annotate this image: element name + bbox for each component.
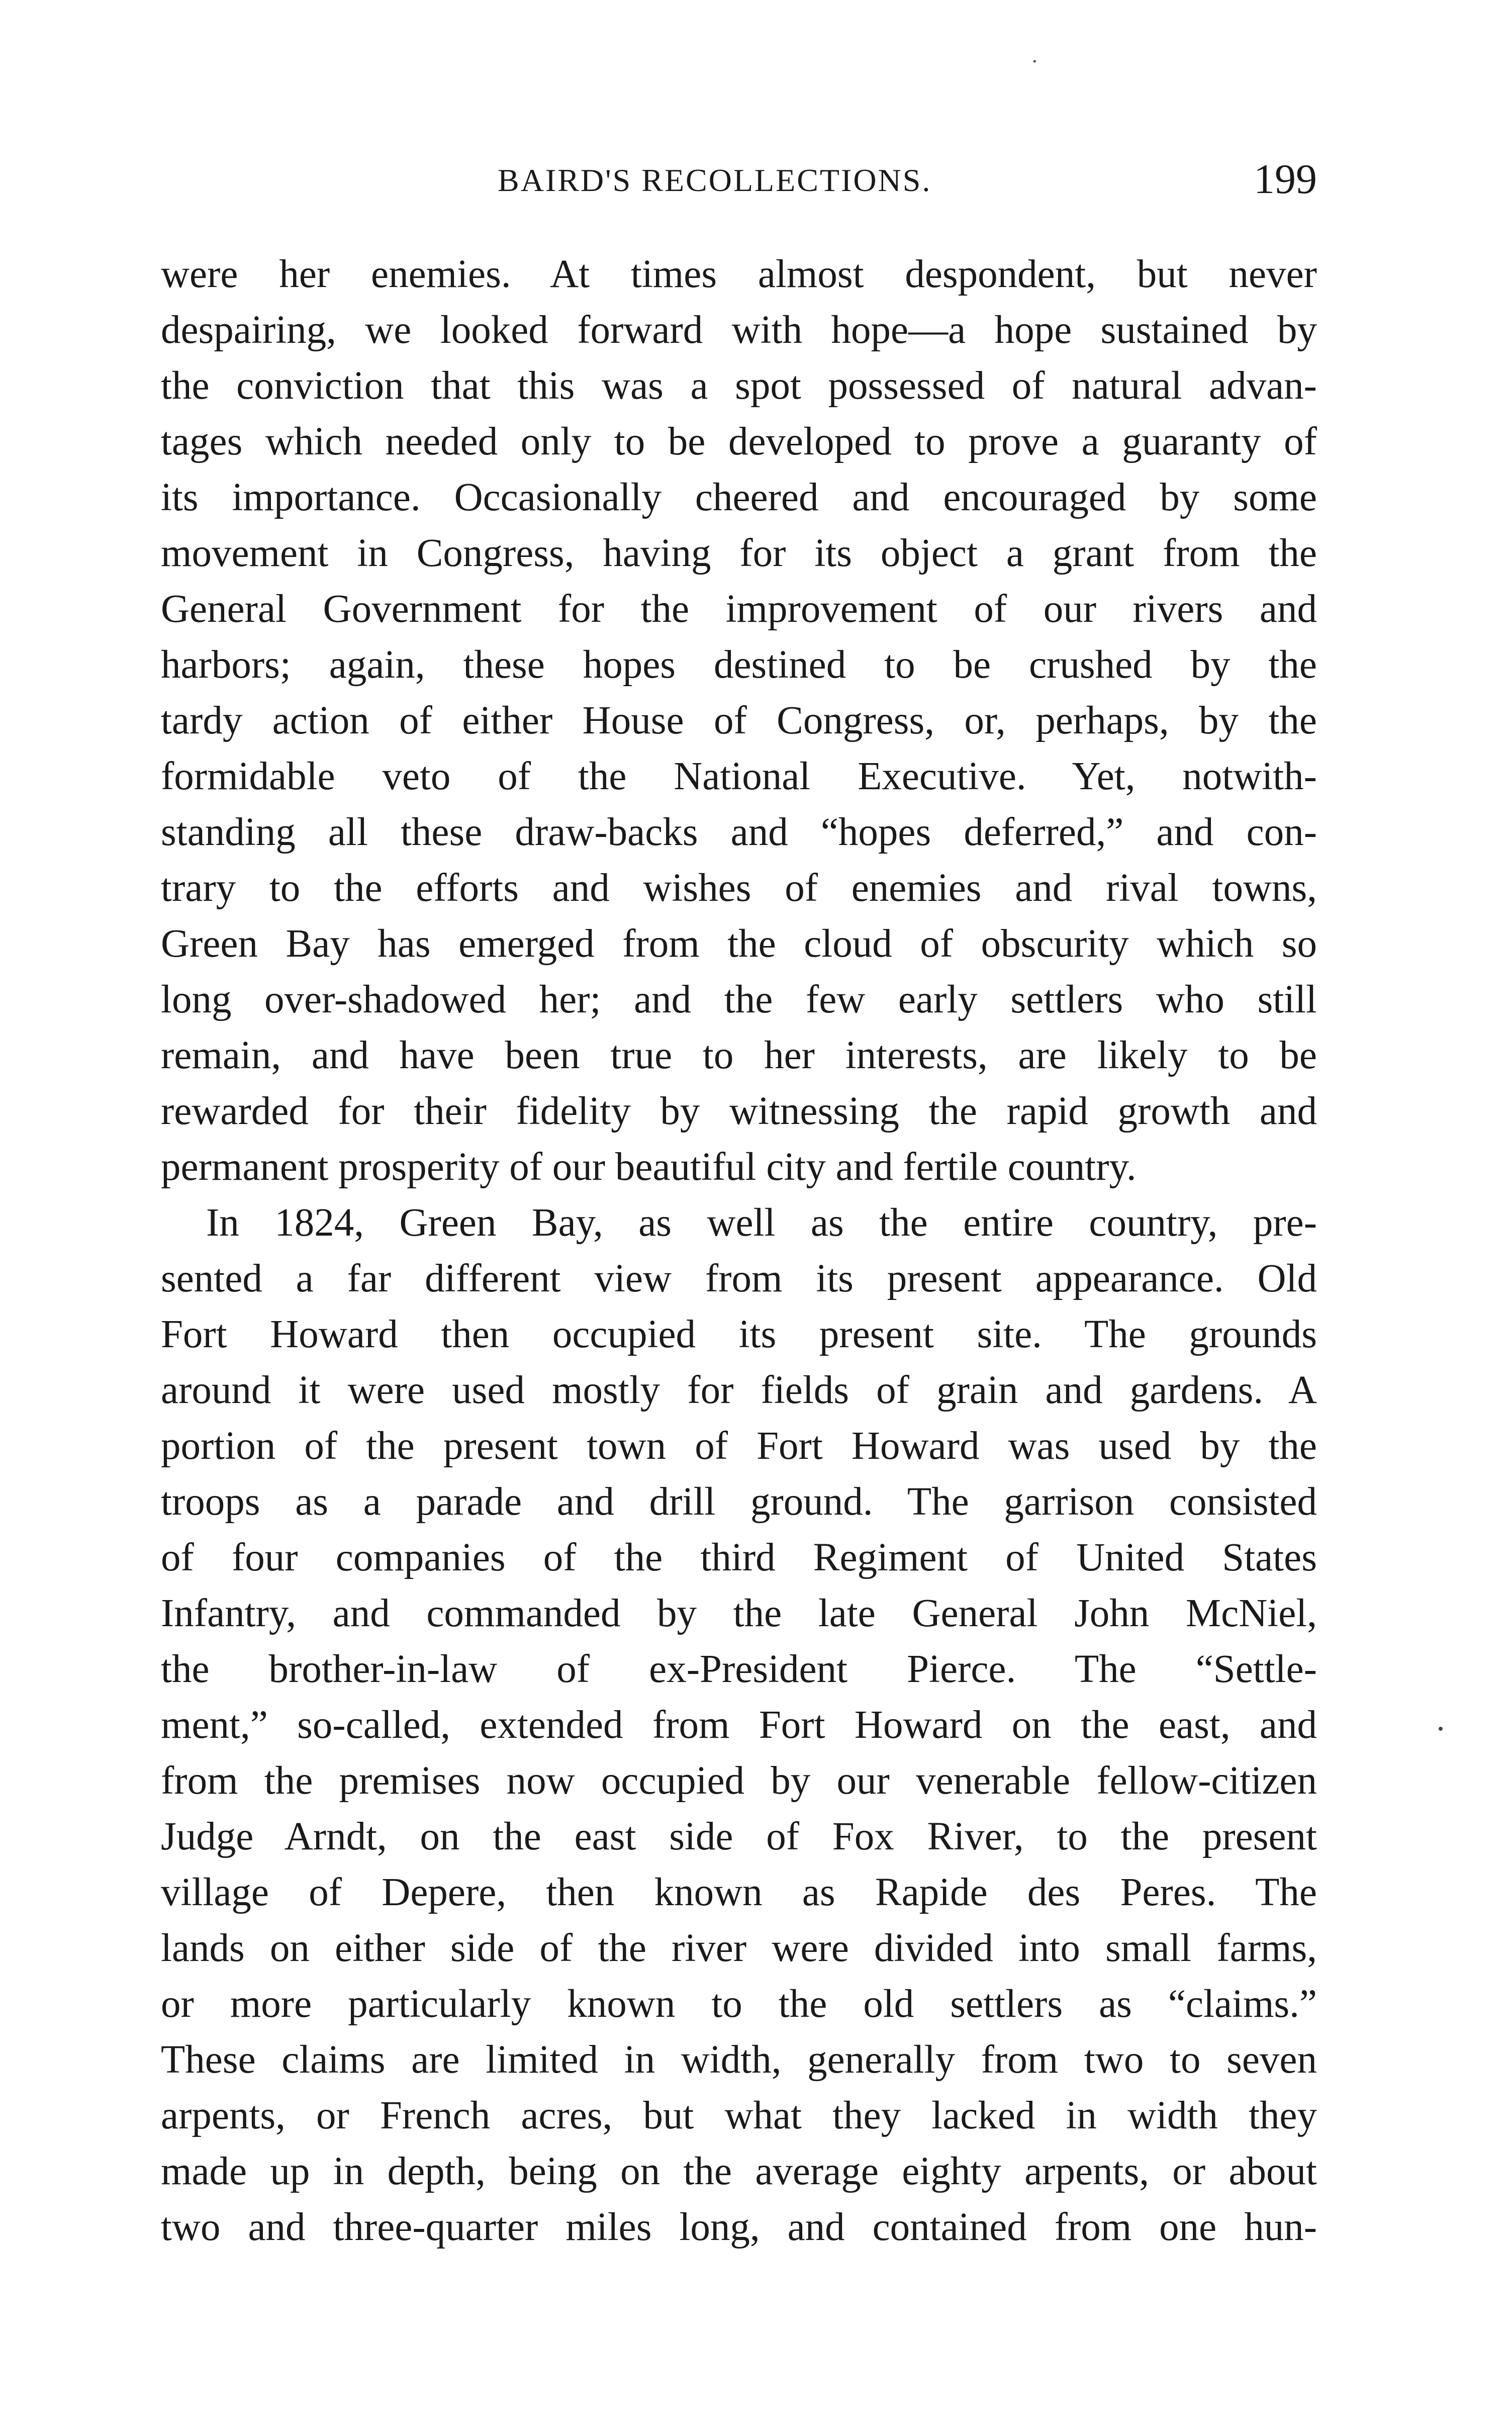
text-line: long over-shadowed her; and the few early settlers who still (161, 978, 1317, 1021)
text-line: remain, and have been true to her interests, are likely to be (161, 1034, 1317, 1077)
text-line: made up in depth, being on the average eighty arpents, or about (161, 2150, 1317, 2193)
text-line: two and three-quarter miles long, and contained from one hun- (161, 2205, 1317, 2249)
text-line: Fort Howard then occupied its present site. The grounds (161, 1313, 1317, 1356)
text-line: around it were used mostly for fields of grain and gardens. A (161, 1368, 1317, 1412)
text-line: tardy action of either House of Congress, or, perhaps, by the (161, 699, 1317, 742)
text-line: portion of the present town of Fort Howard was used by the (161, 1424, 1317, 1468)
text-line: trary to the efforts and wishes of enemies and rival towns, (161, 866, 1317, 910)
paragraph-last-line: permanent prosperity of our beautiful city and fertile country. (161, 1145, 1137, 1189)
text-line: sented a far different view from its present appearance. Old (161, 1257, 1317, 1300)
text-line: arpents, or French acres, but what they lacked in width they (161, 2094, 1317, 2137)
text-line: of four companies of the third Regiment of United States (161, 1536, 1317, 1579)
text-line: the conviction that this was a spot possessed of natural advan- (161, 364, 1317, 408)
text-line: despairing, we looked forward with hope—a hope sustained by (161, 308, 1317, 352)
text-line: from the premises now occupied by our venerable fellow-citizen (161, 1759, 1317, 1803)
text-line: lands on either side of the river were divided into small farms, (161, 1926, 1317, 1970)
text-line: its importance. Occasionally cheered and encouraged by some (161, 476, 1317, 519)
page-speck: · (1031, 50, 1038, 73)
text-line: tages which needed only to be developed to prove a guaranty of (161, 420, 1317, 463)
paragraph-first-line: In 1824, Green Bay, as well as the entire country, pre- (206, 1201, 1317, 1245)
margin-speck (1439, 1727, 1443, 1731)
text-line: standing all these draw-backs and “hopes deferred,” and con- (161, 810, 1317, 854)
text-line: Infantry, and commanded by the late General John McNiel, (161, 1592, 1317, 1635)
text-line: ment,” so-called, extended from Fort Howard on the east, and (161, 1703, 1317, 1747)
text-line: rewarded for their fidelity by witnessing the rapid growth and (161, 1089, 1317, 1133)
page-number: 199 (1254, 156, 1317, 203)
text-line: or more particularly known to the old settlers as “claims.” (161, 1982, 1317, 2026)
text-line: the brother-in-law of ex-President Pierce. The “Settle- (161, 1647, 1317, 1691)
running-head-title: BAIRD'S RECOLLECTIONS. (498, 162, 932, 198)
text-line: movement in Congress, having for its object a grant from the (161, 531, 1317, 575)
text-line: were her enemies. At times almost despondent, but never (161, 252, 1317, 296)
body-text (161, 246, 1317, 2255)
text-line: formidable veto of the National Executive. Yet, notwith- (161, 755, 1317, 798)
text-line: Green Bay has emerged from the cloud of obscurity which so (161, 922, 1317, 966)
text-line: village of Depere, then known as Rapide des Peres. The (161, 1871, 1317, 1914)
running-head (161, 156, 1317, 210)
text-line: Judge Arndt, on the east side of Fox River, to the present (161, 1815, 1317, 1858)
text-line: harbors; again, these hopes destined to be crushed by the (161, 643, 1317, 687)
text-line: General Government for the improvement of our rivers and (161, 587, 1317, 631)
text-line: These claims are limited in width, generally from two to seven (161, 2038, 1317, 2082)
text-line: troops as a parade and drill ground. The garrison consisted (161, 1480, 1317, 1524)
